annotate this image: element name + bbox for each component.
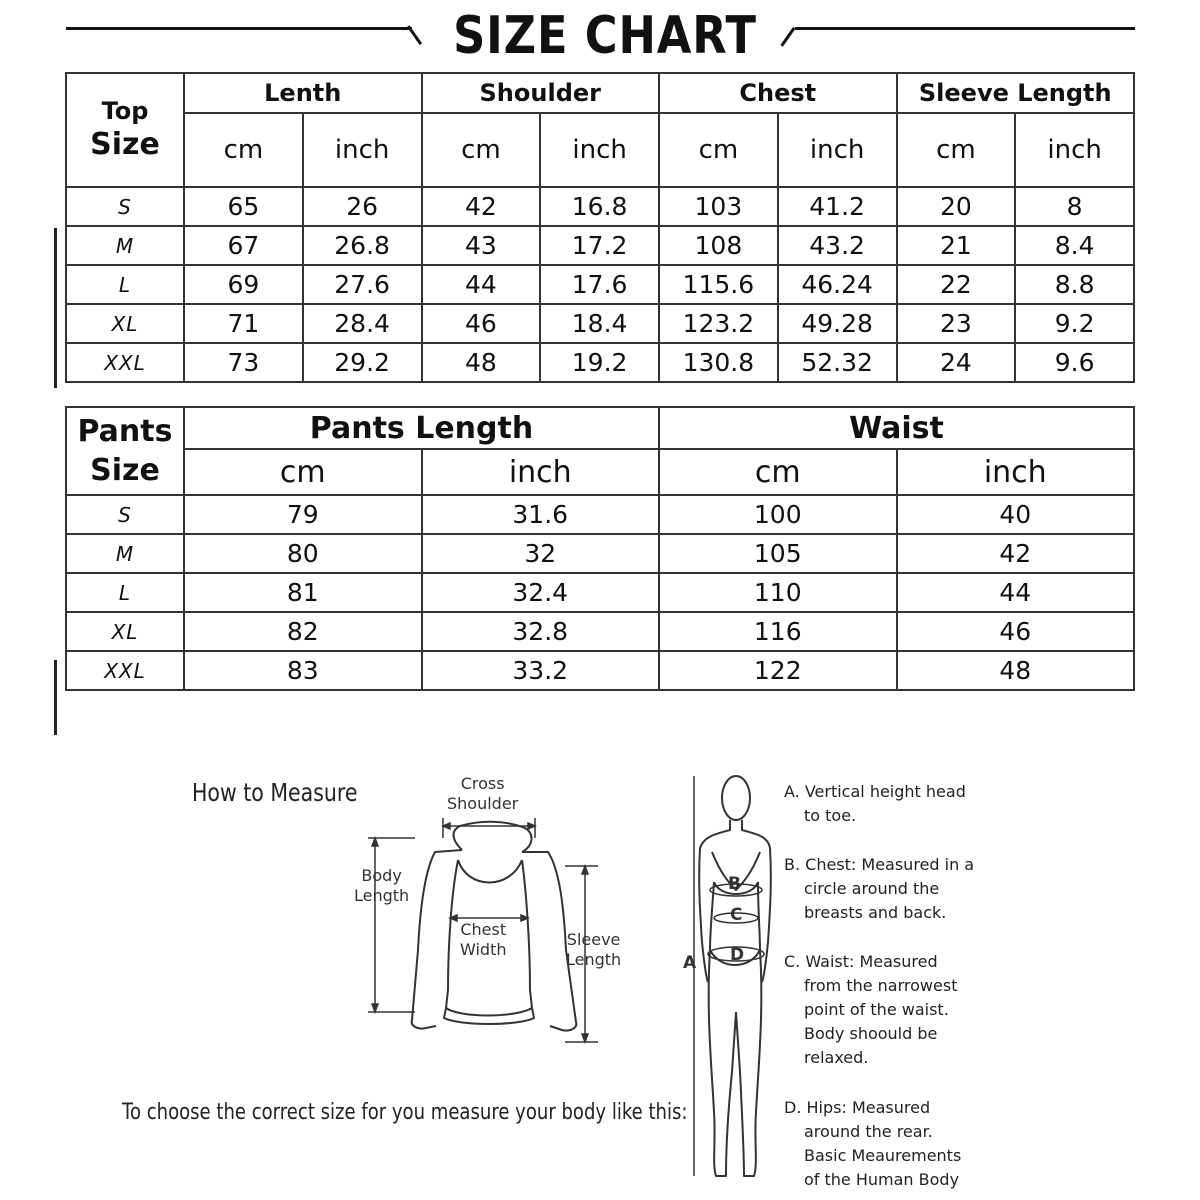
note-c — [784, 950, 984, 1070]
table-row — [66, 534, 1134, 573]
value-cell: 27.6 — [303, 265, 422, 304]
value-cell: 73 — [184, 343, 303, 382]
top-unit-header: cm — [897, 113, 1016, 187]
instruction-text: To choose the correct size for you measure your body like this: — [122, 1100, 688, 1125]
body-label-c: C — [730, 905, 743, 925]
pants-unit-header: inch — [897, 449, 1135, 495]
table-row — [66, 187, 1134, 226]
value-cell: 48 — [422, 343, 541, 382]
value-cell: 67 — [184, 226, 303, 265]
table-row — [66, 651, 1134, 690]
header-rule-left-tick — [407, 25, 422, 45]
size-cell: XL — [66, 304, 184, 343]
pants-group-header: Pants Length — [184, 407, 659, 449]
note-line: C. Waist: Measured — [784, 952, 938, 971]
pants-size-table — [65, 406, 1135, 691]
value-cell: 52.32 — [778, 343, 897, 382]
value-cell: 130.8 — [659, 343, 778, 382]
pants-unit-row — [66, 449, 1134, 495]
value-cell: 21 — [897, 226, 1016, 265]
note-line: point of the waist. — [804, 1000, 949, 1019]
value-cell: 69 — [184, 265, 303, 304]
top-group-header: Sleeve Length — [897, 73, 1135, 113]
pants-size-header-line2: Size — [90, 453, 160, 488]
pants-table-body — [66, 495, 1134, 690]
body-label-b: B — [728, 874, 741, 894]
value-cell: 83 — [184, 651, 422, 690]
body-head — [722, 776, 750, 820]
value-cell: 122 — [659, 651, 897, 690]
value-cell: 82 — [184, 612, 422, 651]
value-cell: 79 — [184, 495, 422, 534]
value-cell: 9.6 — [1015, 343, 1134, 382]
how-to-measure-heading: How to Measure — [192, 778, 358, 807]
pants-size-header-line1: Pants — [77, 414, 173, 449]
size-cell: S — [66, 495, 184, 534]
note-line: around the rear. — [804, 1122, 933, 1141]
top-size-header — [66, 73, 184, 187]
body-length-label-line: Body — [361, 866, 402, 885]
value-cell: 24 — [897, 343, 1016, 382]
value-cell: 18.4 — [540, 304, 659, 343]
top-unit-header: inch — [540, 113, 659, 187]
header-rule-right-tick — [780, 27, 795, 47]
size-cell: XL — [66, 612, 184, 651]
table-row — [66, 612, 1134, 651]
note-line: circle around the — [804, 879, 940, 898]
top-unit-row — [66, 113, 1134, 187]
value-cell: 26.8 — [303, 226, 422, 265]
shirt-neckline — [458, 860, 522, 883]
note-line: Body shoould be — [804, 1024, 938, 1043]
body-right-leg — [736, 950, 761, 1176]
value-cell: 23 — [897, 304, 1016, 343]
body-label-a: A — [683, 953, 697, 973]
size-cell: S — [66, 187, 184, 226]
top-size-table — [65, 72, 1135, 383]
value-cell: 115.6 — [659, 265, 778, 304]
note-line: D. Hips: Measured — [784, 1098, 931, 1117]
value-cell: 8.4 — [1015, 226, 1134, 265]
body-length-label-line: Length — [354, 886, 410, 905]
value-cell: 28.4 — [303, 304, 422, 343]
top-unit-header: cm — [422, 113, 541, 187]
value-cell: 16.8 — [540, 187, 659, 226]
value-cell: 17.6 — [540, 265, 659, 304]
pants-size-header — [66, 407, 184, 495]
value-cell: 110 — [659, 573, 897, 612]
value-cell: 8.8 — [1015, 265, 1134, 304]
note-a — [784, 780, 984, 828]
value-cell: 46 — [422, 304, 541, 343]
value-cell: 44 — [422, 265, 541, 304]
value-cell: 44 — [897, 573, 1135, 612]
value-cell: 105 — [659, 534, 897, 573]
body-left-leg — [709, 950, 736, 1176]
cross-shoulder-label — [447, 774, 518, 814]
value-cell: 42 — [422, 187, 541, 226]
value-cell: 43 — [422, 226, 541, 265]
value-cell: 32.8 — [422, 612, 660, 651]
value-cell: 32.4 — [422, 573, 660, 612]
value-cell: 26 — [303, 187, 422, 226]
note-line: B. Chest: Measured in a — [784, 855, 975, 874]
top-group-header: Lenth — [184, 73, 422, 113]
top-unit-header: inch — [778, 113, 897, 187]
note-line: breasts and back. — [804, 903, 947, 922]
value-cell: 40 — [897, 495, 1135, 534]
cross-shoulder-label-line: Shoulder — [447, 794, 519, 813]
value-cell: 31.6 — [422, 495, 660, 534]
body-right-side — [742, 820, 771, 982]
page-title: SIZE CHART — [453, 6, 757, 66]
note-line: from the narrowest — [804, 976, 958, 995]
header-rule-left — [66, 27, 412, 30]
value-cell: 41.2 — [778, 187, 897, 226]
chest-width-label-line: Chest — [460, 920, 507, 939]
value-cell: 46.24 — [778, 265, 897, 304]
note-line: Basic Meaurements — [804, 1146, 962, 1165]
top-unit-header: inch — [1015, 113, 1134, 187]
edge-mark — [54, 228, 57, 388]
note-line: to toe. — [804, 806, 857, 825]
note-line: relaxed. — [804, 1048, 869, 1067]
value-cell: 65 — [184, 187, 303, 226]
value-cell: 103 — [659, 187, 778, 226]
size-cell: XXL — [66, 651, 184, 690]
table-row — [66, 304, 1134, 343]
value-cell: 17.2 — [540, 226, 659, 265]
value-cell: 48 — [897, 651, 1135, 690]
table-row — [66, 265, 1134, 304]
cross-shoulder-label-line: Cross — [460, 774, 505, 793]
sleeve-length-label-line: Length — [566, 950, 622, 969]
value-cell: 81 — [184, 573, 422, 612]
body-label-d: D — [730, 945, 745, 965]
body-measure-illustration — [690, 772, 790, 1192]
top-unit-header: cm — [659, 113, 778, 187]
value-cell: 43.2 — [778, 226, 897, 265]
value-cell: 123.2 — [659, 304, 778, 343]
header-rule-right — [795, 27, 1135, 30]
value-cell: 42 — [897, 534, 1135, 573]
value-cell: 19.2 — [540, 343, 659, 382]
chest-width-label — [460, 920, 506, 960]
value-cell: 46 — [897, 612, 1135, 651]
size-cell: L — [66, 573, 184, 612]
top-size-header-line1: Top — [101, 97, 149, 126]
note-b — [784, 853, 984, 925]
note-line: A. Vertical height head — [784, 782, 966, 801]
top-unit-header: cm — [184, 113, 303, 187]
table-row — [66, 573, 1134, 612]
pants-group-header: Waist — [659, 407, 1134, 449]
value-cell: 49.28 — [778, 304, 897, 343]
value-cell: 8 — [1015, 187, 1134, 226]
table-row — [66, 343, 1134, 382]
pants-unit-header: cm — [659, 449, 897, 495]
chest-width-label-line: Width — [460, 940, 507, 959]
pants-unit-header: inch — [422, 449, 660, 495]
value-cell: 20 — [897, 187, 1016, 226]
size-cell: M — [66, 534, 184, 573]
top-group-header: Shoulder — [422, 73, 660, 113]
sleeve-length-label-line: Sleeve — [566, 930, 621, 949]
value-cell: 9.2 — [1015, 304, 1134, 343]
value-cell: 100 — [659, 495, 897, 534]
value-cell: 116 — [659, 612, 897, 651]
value-cell: 33.2 — [422, 651, 660, 690]
note-d — [784, 1096, 984, 1192]
sleeve-length-label — [566, 930, 621, 970]
value-cell: 108 — [659, 226, 778, 265]
size-cell: L — [66, 265, 184, 304]
value-cell: 71 — [184, 304, 303, 343]
top-unit-header: inch — [303, 113, 422, 187]
top-table-body — [66, 187, 1134, 382]
value-cell: 32 — [422, 534, 660, 573]
body-length-label — [354, 866, 409, 906]
top-size-header-line2: Size — [90, 127, 160, 163]
value-cell: 29.2 — [303, 343, 422, 382]
size-cell: XXL — [66, 343, 184, 382]
edge-mark — [54, 660, 57, 735]
note-line: of the Human Body — [804, 1170, 960, 1189]
table-row — [66, 226, 1134, 265]
value-cell: 80 — [184, 534, 422, 573]
pants-unit-header: cm — [184, 449, 422, 495]
size-cell: M — [66, 226, 184, 265]
table-row — [66, 495, 1134, 534]
value-cell: 22 — [897, 265, 1016, 304]
top-group-header: Chest — [659, 73, 897, 113]
